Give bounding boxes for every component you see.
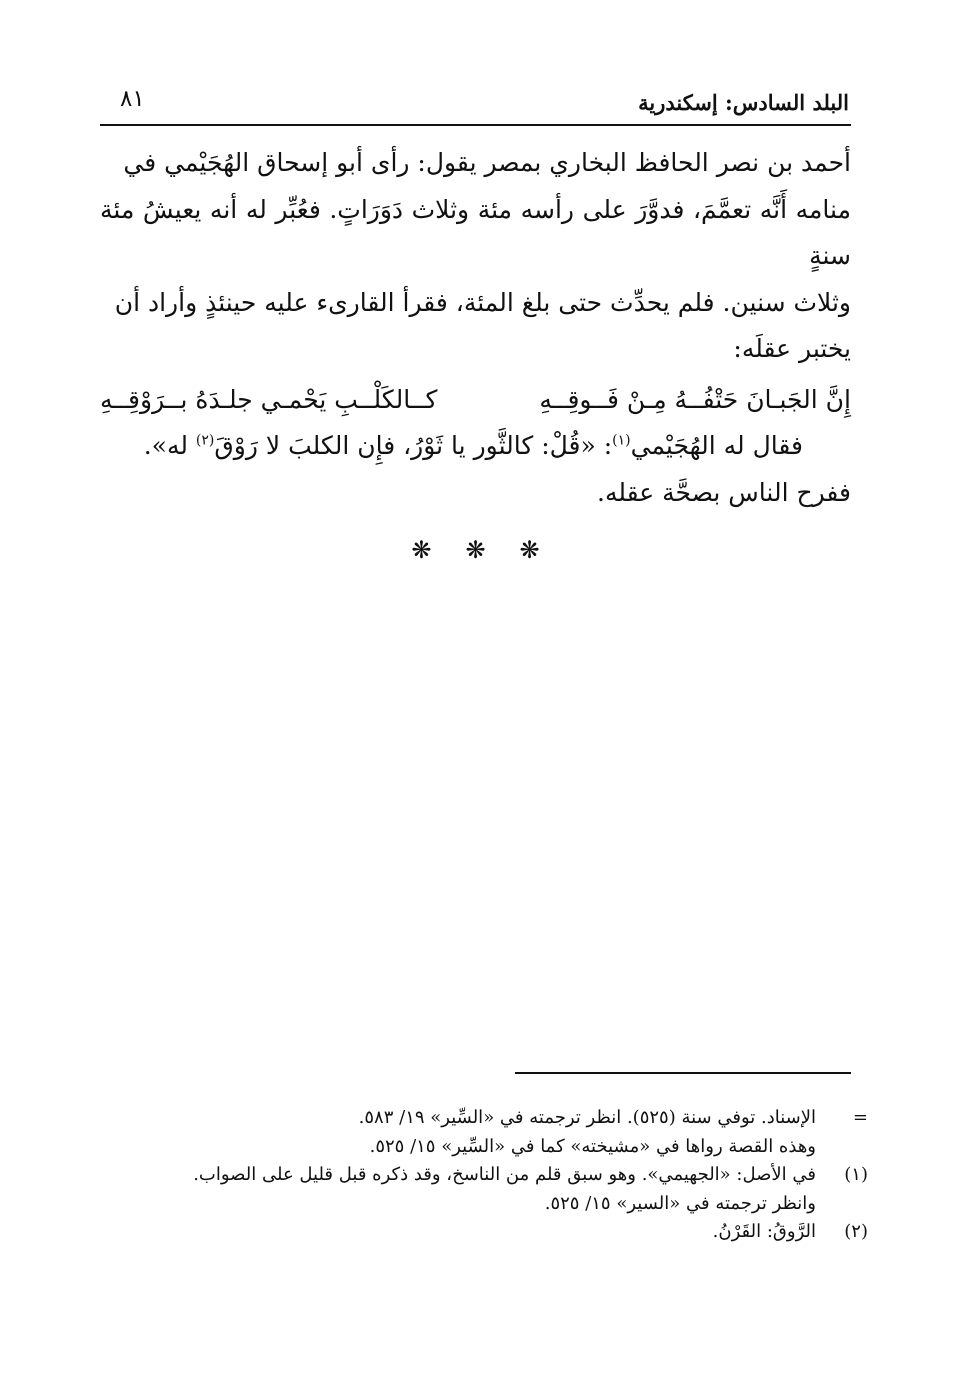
text-line: منامه أَنَّه تعمَّمَ، فدوَّرَ على رأسه مئة وثلاث دَوَرَاتٍ. فعُبِّر له أنه يعيشُ مئة سنةٍ — [100, 194, 851, 270]
footnote-mark: (٢) — [844, 1221, 868, 1242]
footnote-line: الرَّوقُ: القَرْنُ. — [712, 1221, 816, 1242]
text-line: وثلاث سنين. فلم يحدِّث حتى بلغ المئة، فقرأ القارىء عليه حينئذٍ وأراد أن — [114, 287, 851, 317]
footnote-1 — [100, 1161, 868, 1218]
asterism-icon: ❋ — [411, 536, 432, 564]
running-head: البلد السادس: إسكندرية — [638, 90, 849, 115]
verse-first-hemistich: إِنَّ الجَبـانَ حَتْفُــهُ مِـنْ فَــوقِــهِ — [539, 384, 851, 414]
verse-second-hemistich: كــالكَلْــبِ يَحْمـي جلـدَهُ بــرَوْقِــهِ — [100, 384, 438, 414]
footnotes — [100, 1104, 868, 1247]
text-line: أحمد بن نصر الحافظ البخاري بمصر يقول: رأى أبو إسحاق الهُجَيْمي في — [123, 148, 851, 177]
main-text — [100, 140, 851, 516]
footnote-mark: = — [852, 1107, 868, 1128]
asterism-icon: ❋ — [519, 536, 540, 564]
footnote-continuation — [100, 1104, 868, 1161]
footnote-ref-1[interactable]: (١) — [612, 432, 631, 449]
reply-text: : «قُلْ: كالثَّور يا ثَوْرُ، فإِن الكلبَ لا رَوْقَ — [214, 431, 613, 460]
footnote-line: في الأصل: «الجهيمي». وهو سبق قلم من الناسخ، وقد ذكره قبل قليل على الصواب. — [193, 1164, 816, 1185]
closing-line: ففرح الناس بصحَّة عقله. — [597, 477, 851, 507]
footnote-2 — [100, 1218, 868, 1247]
footnote-separator — [515, 1072, 851, 1074]
asterism-icon: ❋ — [465, 536, 486, 564]
reply-text: له». — [143, 431, 196, 460]
footnote-ref-2[interactable]: (٢) — [195, 432, 215, 449]
reply-text: فقال له الهُجَيْمي — [630, 431, 803, 460]
section-divider — [100, 536, 851, 564]
footnote-mark: (١) — [844, 1164, 868, 1185]
footnote-line: وانظر ترجمته في «السير» ١٥/ ٥٢٥. — [544, 1192, 816, 1214]
page-number: ٨١ — [120, 86, 145, 112]
text-line: يختبر عقلَه: — [733, 334, 851, 363]
page-header — [100, 84, 851, 126]
footnote-line: وهذه القصة رواها في «مشيخته» كما في «السِّير» ١٥/ ٥٢٥. — [369, 1135, 816, 1157]
poetry-verse — [100, 377, 851, 424]
footnote-line: الإسناد. توفي سنة (٥٢٥). انظر ترجمته في «السِّير» ١٩/ ٥٨٣. — [358, 1107, 816, 1128]
reply-paragraph — [100, 423, 851, 470]
